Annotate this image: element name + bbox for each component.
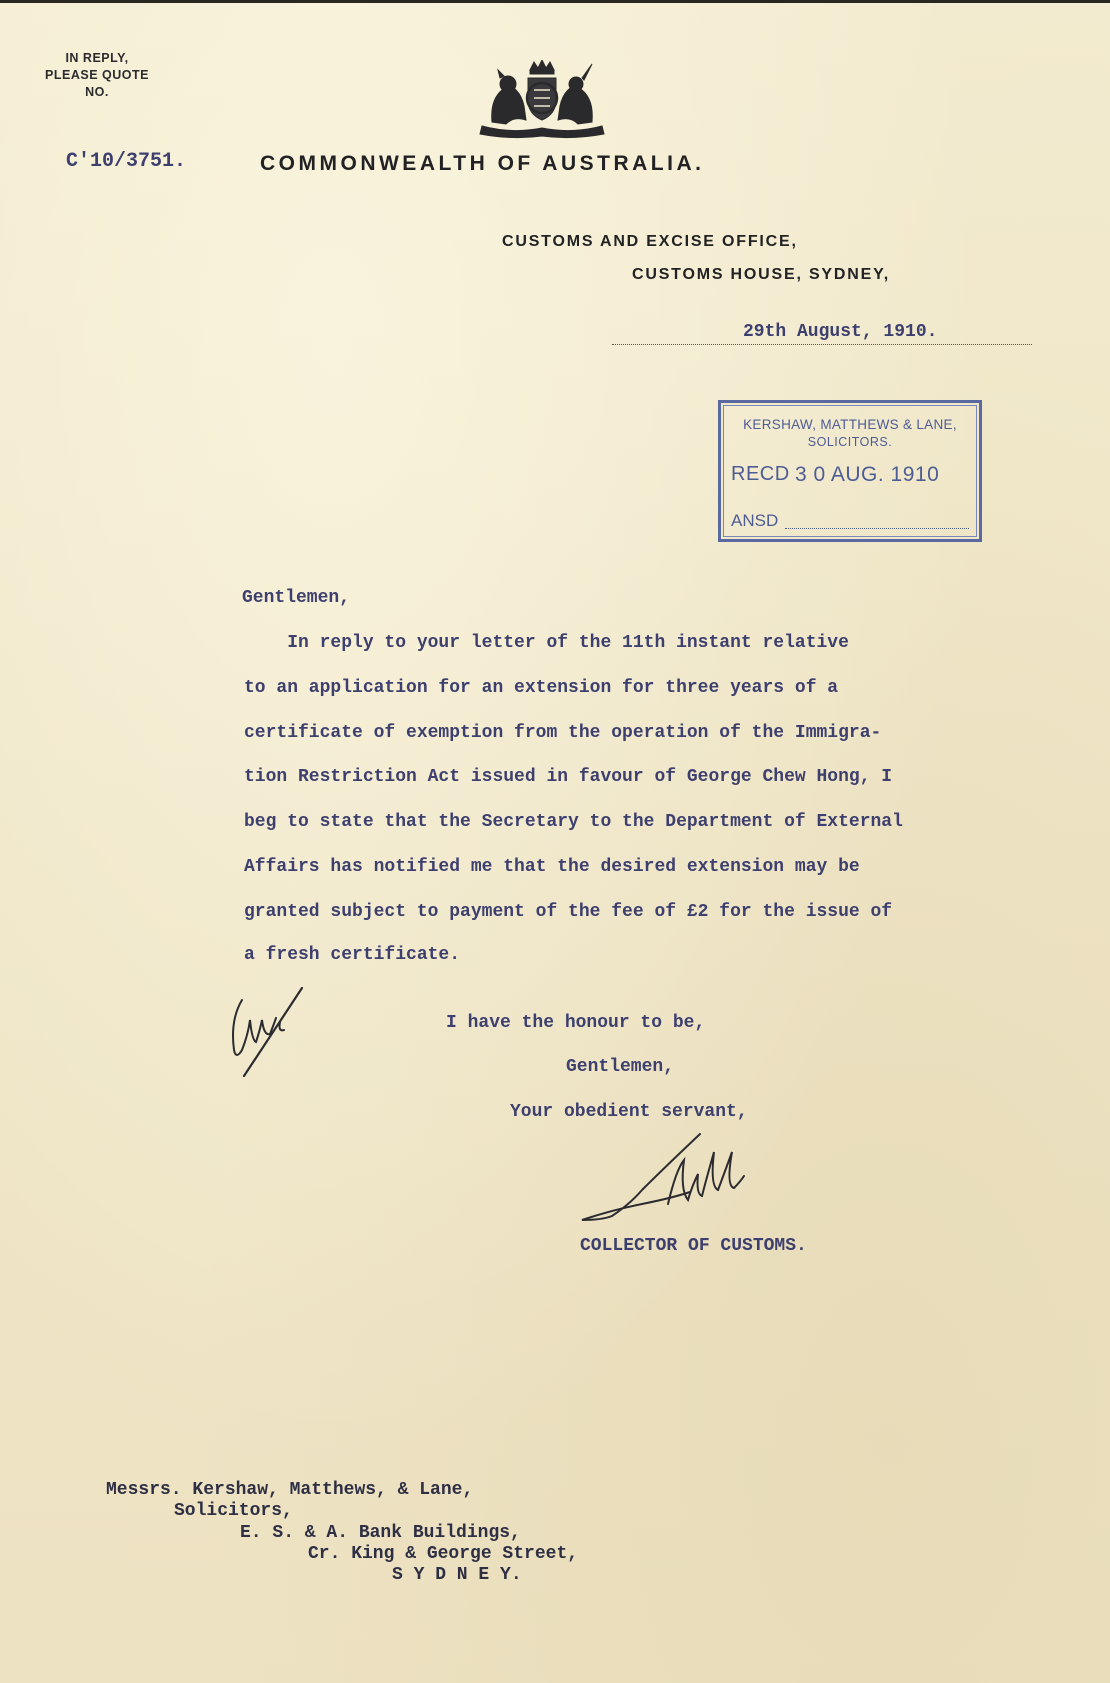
signature-mark xyxy=(572,1130,772,1230)
addressee-line-1: Messrs. Kershaw, Matthews, & Lane, xyxy=(106,1480,474,1500)
closing-line-1: I have the honour to be, xyxy=(446,1013,706,1033)
signatory-title: COLLECTOR OF CUSTOMS. xyxy=(580,1236,807,1256)
body-line: Affairs has notified me that the desired extension may be xyxy=(244,857,860,877)
body-line: certificate of exemption from the operation of the Immigra- xyxy=(244,723,882,743)
coat-of-arms-icon xyxy=(472,60,612,140)
reply-note-line-3: NO. xyxy=(85,85,109,99)
addressee-line-2: Solicitors, xyxy=(174,1501,293,1521)
letter-date: 29th August, 1910. xyxy=(743,322,938,342)
scan-edge xyxy=(0,0,1110,3)
stamp-role: SOLICITORS. xyxy=(807,435,893,449)
reply-quote-note xyxy=(22,50,172,101)
body-line: a fresh certificate. xyxy=(244,945,461,965)
body-line: granted subject to payment of the fee of £2 for the issue of xyxy=(244,902,893,922)
stamp-answered-label: ANSD xyxy=(731,511,779,530)
stamp-firm-name: KERSHAW, MATTHEWS & LANE, xyxy=(743,417,957,432)
addressee-line-3: E. S. & A. Bank Buildings, xyxy=(240,1523,521,1543)
body-line: beg to state that the Secretary to the Department of External xyxy=(244,812,903,832)
closing-line-2: Gentlemen, xyxy=(566,1057,675,1077)
stamp-received-label: RECD xyxy=(731,463,790,485)
salutation: Gentlemen, xyxy=(242,588,351,608)
body-line: tion Restriction Act issued in favour of George Chew Hong, I xyxy=(244,767,893,787)
addressee-line-4: Cr. King & George Street, xyxy=(308,1544,579,1564)
office-location: CUSTOMS HOUSE, SYDNEY, xyxy=(632,266,891,283)
addressee-line-5: S Y D N E Y. xyxy=(392,1565,522,1585)
reply-note-line-2: PLEASE QUOTE xyxy=(45,68,149,82)
stamp-received-date: 3 0 AUG. 1910 xyxy=(795,463,940,486)
letterhead-title: COMMONWEALTH OF AUSTRALIA. xyxy=(260,152,705,175)
body-line: In reply to your letter of the 11th instant relative xyxy=(244,633,849,653)
office-name: CUSTOMS AND EXCISE OFFICE, xyxy=(502,233,798,250)
received-stamp xyxy=(718,400,982,542)
stamp-answered-line xyxy=(785,528,969,529)
body-line: to an application for an extension for three years of a xyxy=(244,678,839,698)
initials-mark xyxy=(222,980,308,1080)
closing-line-3: Your obedient servant, xyxy=(510,1102,748,1122)
reference-number: C'10/3751. xyxy=(66,150,187,173)
reply-note-line-1: IN REPLY, xyxy=(65,51,129,65)
date-dotted-line xyxy=(612,342,1032,345)
